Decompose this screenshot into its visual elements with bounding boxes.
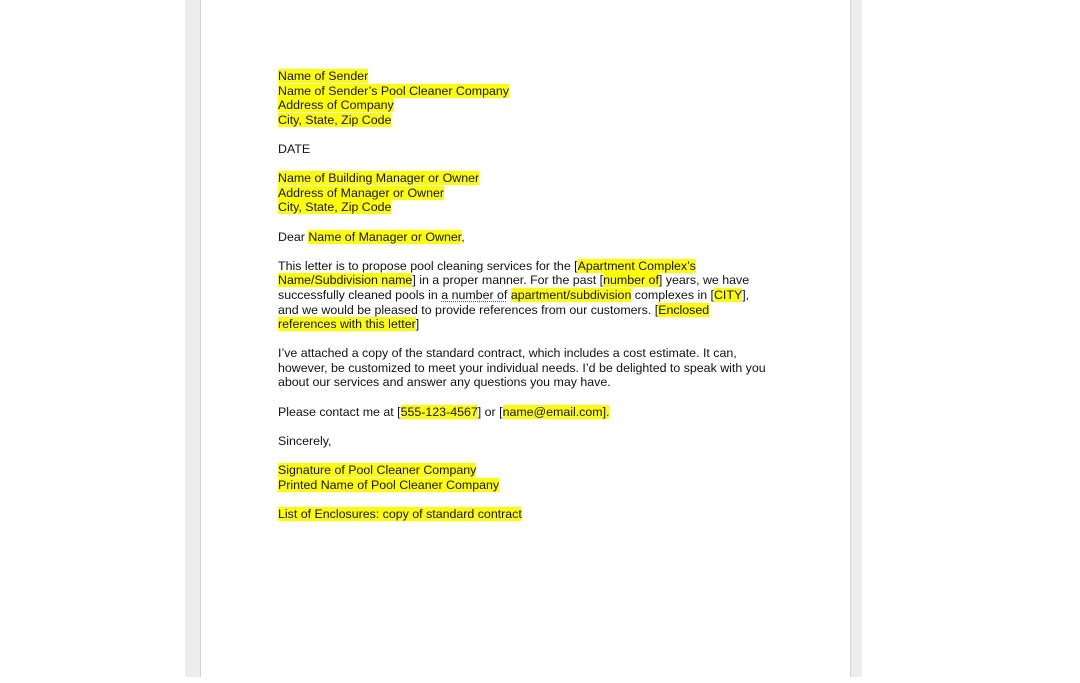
contact-line bbox=[278, 405, 768, 420]
sender-name: Name of Sender bbox=[278, 69, 369, 83]
spacer bbox=[278, 157, 768, 172]
p1-text-2: ] in a proper manner. For the past [ bbox=[412, 273, 604, 288]
closing: Sincerely, bbox=[278, 433, 332, 448]
p1-city: CITY bbox=[713, 287, 743, 302]
recipient-name: Name of Building Manager or Owner bbox=[278, 171, 480, 186]
document-page[interactable] bbox=[200, 0, 851, 677]
spacer bbox=[278, 419, 768, 434]
spacer bbox=[278, 390, 768, 405]
date-line: DATE bbox=[278, 141, 311, 156]
recipient-block bbox=[278, 171, 768, 215]
salutation-suffix: , bbox=[461, 229, 465, 244]
spacer bbox=[278, 492, 768, 507]
p1-text-1: This letter is to propose pool cleaning services for the [ bbox=[278, 258, 578, 273]
recipient-address: Address of Manager or Owner bbox=[278, 185, 444, 200]
contact-text-2: ] or [ bbox=[477, 404, 503, 419]
salutation-prefix: Dear bbox=[278, 229, 309, 244]
p1-text-5: complexes in [ bbox=[631, 287, 714, 302]
p1-text-7: ] bbox=[415, 317, 420, 332]
printed-name-line: Printed Name of Pool Cleaner Company bbox=[278, 477, 500, 492]
signature-block bbox=[278, 463, 768, 492]
p1-years: number of bbox=[603, 273, 659, 288]
salutation bbox=[278, 230, 768, 245]
spacer bbox=[278, 127, 768, 142]
p1-complex-name: Apartment Complex’s Name/Subdivision name bbox=[278, 258, 696, 288]
enclosures-line bbox=[278, 507, 768, 522]
contact-text-1: Please contact me at [ bbox=[278, 404, 401, 419]
paragraph-contract: I’ve attached a copy of the standard contract, which includes a cost estimate. It can, however, be customized to meet your individual needs. I’d be delighted to speak with you about our services and answer any questions you may have. bbox=[278, 346, 766, 390]
recipient-city: City, State, Zip Code bbox=[278, 200, 392, 215]
contact-email: name@email.com]. bbox=[502, 404, 610, 419]
spacer bbox=[278, 332, 768, 347]
p1-text-3: ] years, we have successfully cleaned pools in bbox=[278, 273, 750, 302]
signature-line: Signature of Pool Cleaner Company bbox=[278, 463, 477, 478]
sender-city: City, State, Zip Code bbox=[278, 112, 392, 127]
enclosures-text: List of Enclosures: copy of standard contract bbox=[278, 506, 522, 521]
spacer bbox=[278, 244, 768, 259]
contact-phone: 555-123-4567 bbox=[400, 404, 478, 419]
spacer bbox=[278, 215, 768, 230]
p1-type: apartment/subdivision bbox=[510, 287, 632, 302]
letter-body[interactable] bbox=[278, 69, 768, 521]
salutation-name: Name of Manager or Owner bbox=[308, 229, 462, 244]
sender-address: Address of Company bbox=[278, 98, 394, 113]
paragraph-proposal bbox=[278, 259, 768, 332]
p1-grammar-flag[interactable]: a number of bbox=[441, 287, 508, 302]
p1-references: Enclosed references with this letter bbox=[278, 302, 710, 332]
spacer bbox=[278, 448, 768, 463]
sender-block bbox=[278, 69, 768, 127]
sender-company: Name of Sender’s Pool Cleaner Company bbox=[278, 83, 509, 98]
p1-text-6: ], and we would be pleased to provide references from our customers. [ bbox=[278, 287, 750, 317]
